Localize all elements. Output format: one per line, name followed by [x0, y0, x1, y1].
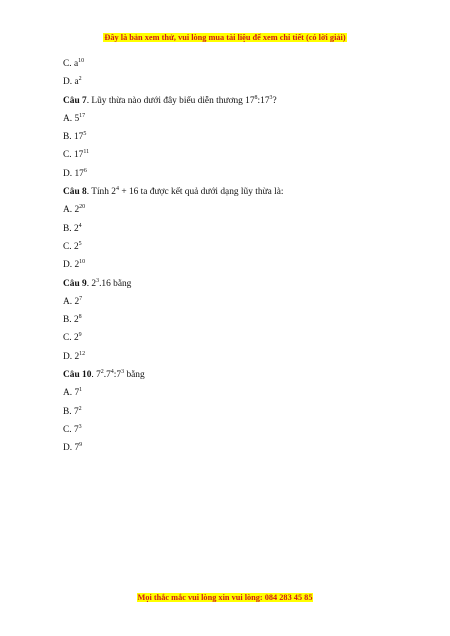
line-text: B. 17	[63, 132, 84, 143]
exponent: 4	[110, 369, 114, 376]
answer-option	[63, 348, 393, 366]
line-text: A. 7	[63, 388, 80, 399]
answer-option	[63, 165, 393, 183]
line-text: + 16 ta được kết quả dưới dạng lũy thừa là:	[118, 187, 284, 198]
exponent: 8	[78, 314, 82, 321]
line-text: D. 2	[63, 260, 80, 271]
line-text: .7	[103, 370, 111, 381]
exponent: 12	[79, 350, 86, 357]
line-text: D. 17	[63, 168, 84, 179]
answer-option	[63, 55, 393, 73]
question-line	[63, 275, 393, 293]
line-text: ?	[272, 95, 277, 106]
exponent: 3	[78, 423, 82, 430]
exponent: 3	[121, 369, 125, 376]
question-label: Câu 9	[63, 278, 87, 289]
exponent: 2	[78, 76, 82, 83]
question-label: Câu 7	[63, 95, 87, 106]
exponent: 9	[79, 442, 83, 449]
line-text: . Lũy thừa nào dưới đây biểu diễn thương 17	[86, 95, 255, 106]
line-text: . 7	[91, 370, 101, 381]
line-text: bằng	[124, 370, 145, 381]
contact-text: Mọi thắc mắc vui lòng xin vui lòng: 084 283 45 85	[137, 593, 313, 602]
line-text: A. 5	[63, 113, 80, 124]
line-text: :17	[257, 95, 270, 106]
question-line	[63, 366, 393, 384]
answer-option	[63, 256, 393, 274]
contact-banner	[0, 587, 450, 605]
answer-option	[63, 384, 393, 402]
answer-option	[63, 128, 393, 146]
exponent: 3	[96, 277, 100, 284]
exponent: 9	[78, 332, 82, 339]
line-text: D. 7	[63, 443, 80, 454]
answer-option	[63, 110, 393, 128]
exponent: 8	[254, 94, 258, 101]
line-text: D. 2	[63, 351, 80, 362]
answer-option	[63, 421, 393, 439]
line-text: . 2	[86, 278, 97, 289]
line-text: C. 17	[63, 150, 84, 161]
line-text: . Tính 2	[86, 187, 116, 198]
exponent: 10	[79, 259, 86, 266]
exponent: 4	[115, 186, 119, 193]
exponent: 10	[78, 58, 85, 64]
line-text: :7	[113, 370, 122, 381]
answer-option	[63, 238, 393, 256]
answer-option	[63, 329, 393, 347]
exponent: 11	[83, 149, 90, 156]
line-text: C. a	[63, 59, 79, 69]
answer-option	[63, 403, 393, 421]
line-text: D. a	[63, 77, 79, 88]
answer-option	[63, 220, 393, 238]
line-text: C. 2	[63, 241, 79, 252]
question-line	[63, 183, 393, 201]
line-text: B. 7	[63, 406, 79, 417]
line-text: A. 2	[63, 296, 80, 307]
preview-notice-banner	[0, 27, 450, 45]
exponent: 3	[269, 94, 273, 101]
answer-option	[63, 146, 393, 164]
line-text: B. 2	[63, 223, 79, 234]
exponent: 4	[78, 222, 82, 229]
answer-option	[63, 439, 393, 457]
exponent: 2	[78, 405, 82, 412]
line-text: .16 bằng	[99, 278, 132, 289]
line-text: C. 7	[63, 424, 79, 435]
line-text: C. 2	[63, 333, 79, 344]
question-label: Câu 10	[63, 370, 92, 381]
line-text: A. 2	[63, 205, 80, 216]
question-line	[63, 92, 393, 110]
exponent: 17	[79, 112, 86, 119]
document-body	[63, 55, 393, 458]
exponent: 5	[78, 240, 82, 247]
exponent: 7	[79, 295, 83, 302]
line-text: B. 2	[63, 315, 79, 326]
exponent: 20	[79, 204, 86, 211]
answer-option	[63, 201, 393, 219]
exponent: 2	[100, 369, 104, 376]
exponent: 6	[83, 167, 87, 174]
exponent: 1	[79, 387, 83, 394]
answer-option	[63, 293, 393, 311]
preview-notice-text: Đây là bản xem thử, vui lòng mua tài liệu để xem chi tiết (có lời giải)	[104, 33, 346, 42]
answer-option	[63, 311, 393, 329]
answer-option	[63, 73, 393, 91]
question-label: Câu 8	[63, 187, 87, 198]
exponent: 5	[83, 131, 87, 138]
